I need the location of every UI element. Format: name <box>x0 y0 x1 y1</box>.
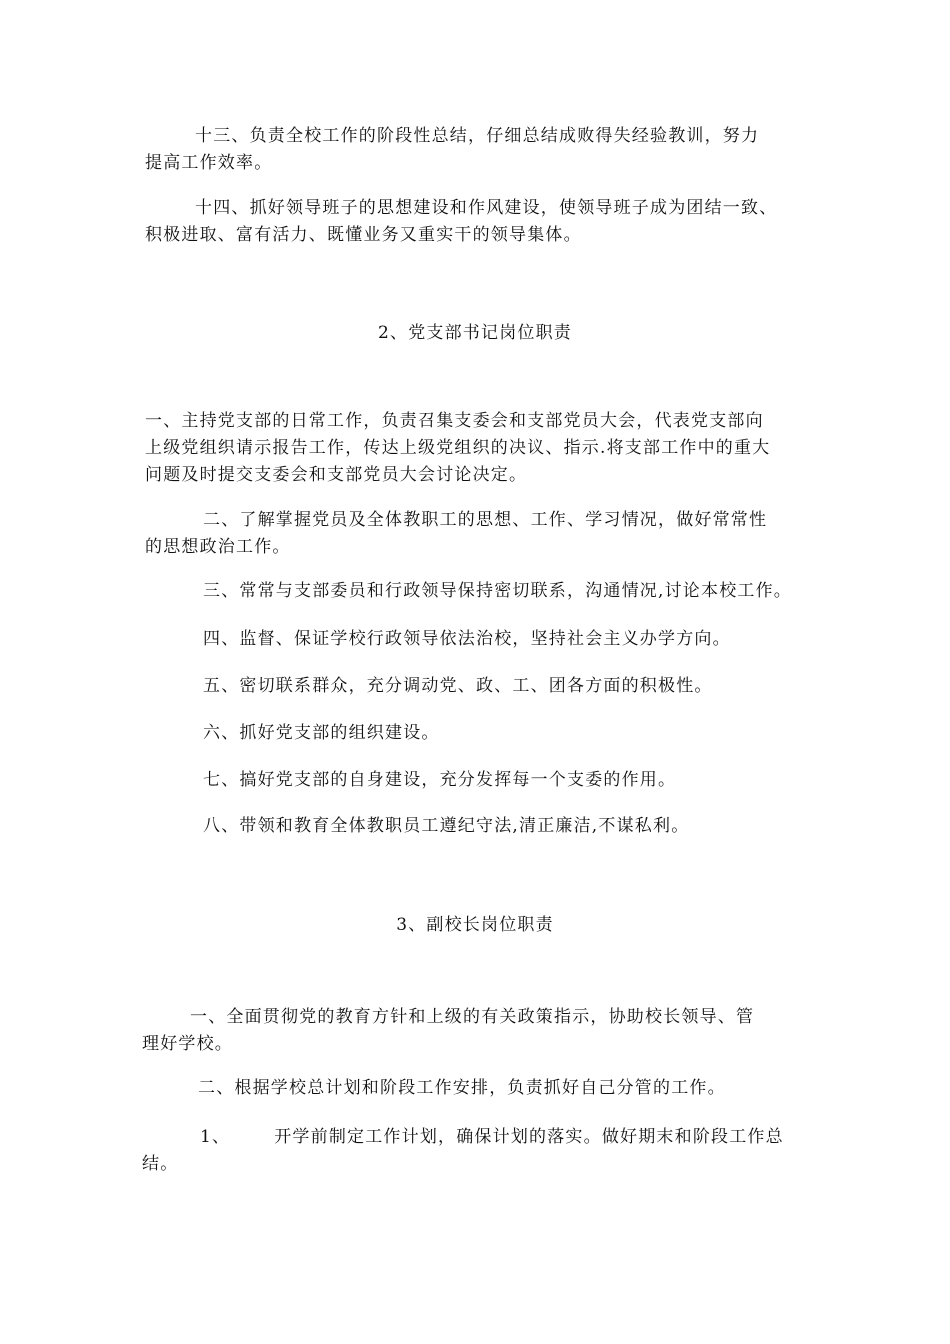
paragraph-party-7: 七、搞好党支部的自身建设，充分发挥每一个支委的作用。 <box>203 770 677 790</box>
paragraph-line: 二、了解掌握党员及全体教职工的思想、工作、学习情况，做好常常性 <box>203 510 768 530</box>
paragraph-party-1 <box>145 408 815 489</box>
section-heading-party-secretary: 2、党支部书记岗位职责 <box>377 323 572 343</box>
paragraph-line: 理好学校。 <box>142 1034 233 1054</box>
paragraph-line: 上级党组织请示报告工作，传达上级党组织的决议、指示.将支部工作中的重大 <box>145 438 771 458</box>
paragraph-line <box>142 1124 812 1151</box>
paragraph-line: 积极进取、富有活力、既懂业务又重实干的领导集体。 <box>145 225 582 245</box>
paragraph-line: 提高工作效率。 <box>145 153 273 173</box>
list-text: 开学前制定工作计划，确保计划的落实。做好期末和阶段工作总 <box>274 1127 784 1147</box>
section-heading-vice-principal: 3、副校长岗位职责 <box>396 915 554 935</box>
paragraph-line: 的思想政治工作。 <box>145 537 291 557</box>
paragraph-vice-3 <box>142 1124 812 1178</box>
paragraph-13 <box>145 123 815 177</box>
paragraph-vice-2: 二、根据学校总计划和阶段工作安排，负责抓好自己分管的工作。 <box>198 1078 726 1098</box>
list-number: 1、 <box>200 1127 231 1147</box>
paragraph-vice-1 <box>142 1004 812 1058</box>
paragraph-line: 一、全面贯彻党的教育方针和上级的有关政策指示，协助校长领导、管 <box>190 1007 755 1027</box>
paragraph-party-2 <box>145 507 815 561</box>
paragraph-line: 结。 <box>142 1154 179 1174</box>
paragraph-line: 十三、负责全校工作的阶段性总结，仔细总结成败得失经验教训，努力 <box>195 126 760 146</box>
paragraph-party-8: 八、带领和教育全体教职员工遵纪守法,清正廉洁,不谋私利。 <box>203 816 690 836</box>
paragraph-party-5: 五、密切联系群众，充分调动党、政、工、团各方面的积极性。 <box>203 676 713 696</box>
paragraph-party-4: 四、监督、保证学校行政领导依法治校，坚持社会主义办学方向。 <box>203 629 731 649</box>
paragraph-line: 十四、抓好领导班子的思想建设和作风建设，使领导班子成为团结一致、 <box>195 198 778 218</box>
paragraph-party-6: 六、抓好党支部的组织建设。 <box>203 723 440 743</box>
paragraph-14 <box>145 195 815 249</box>
paragraph-line: 一、主持党支部的日常工作，负责召集支委会和支部党员大会，代表党支部向 <box>145 411 764 431</box>
paragraph-line: 问题及时提交支委会和支部党员大会讨论决定。 <box>145 465 528 485</box>
paragraph-party-3: 三、常常与支部委员和行政领导保持密切联系，沟通情况,讨论本校工作。 <box>203 581 793 601</box>
